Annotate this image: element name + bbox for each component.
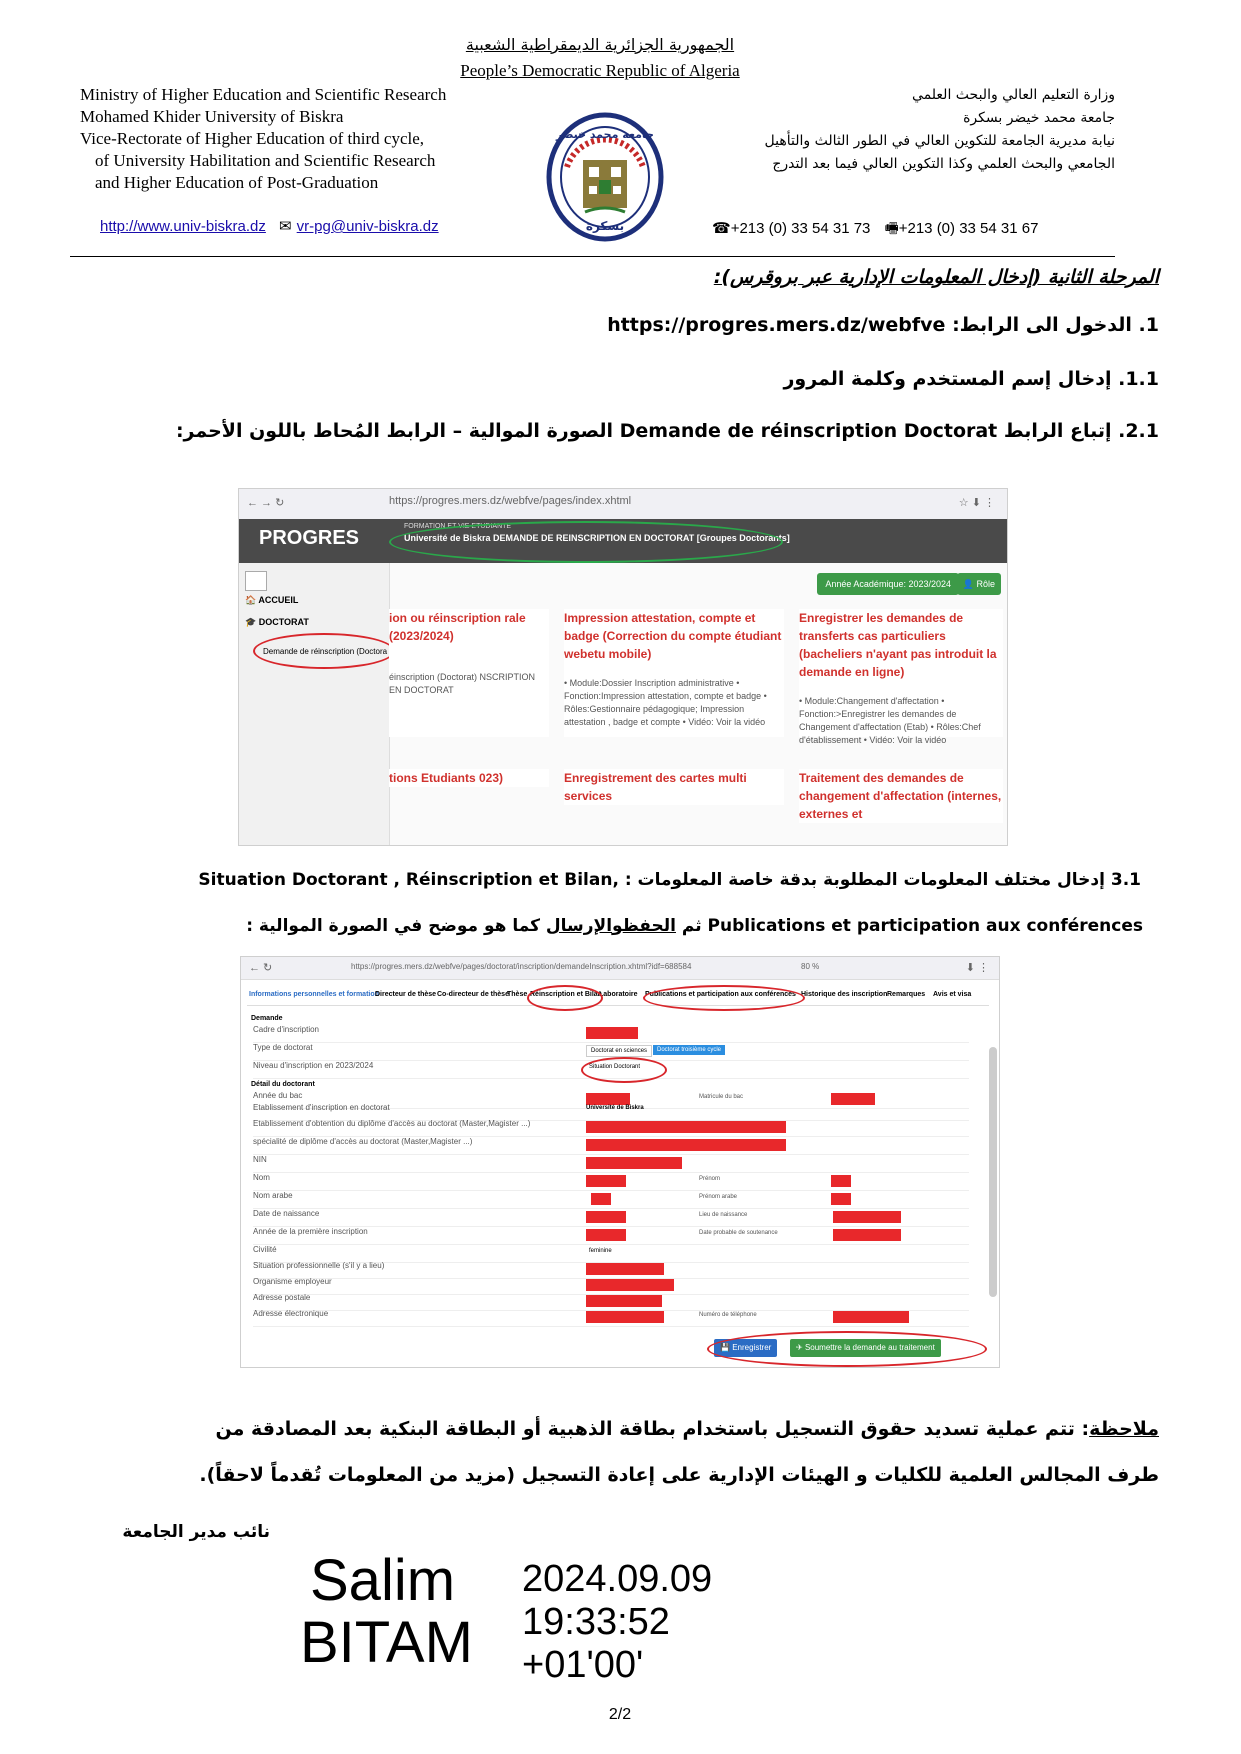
step-1-1: 1.1. إدخال إسم المستخدم وكلمة المرور bbox=[783, 368, 1159, 390]
card-1-title: ion ou réinscription rale (2023/2024) bbox=[389, 611, 526, 643]
signature-last: BITAM bbox=[300, 1610, 473, 1675]
zoom-level: 80 % bbox=[801, 962, 820, 971]
phone-number: +213 (0) 33 54 31 73 bbox=[730, 220, 871, 237]
browser-actions-icon: ☆ ⬇ ⋮ bbox=[958, 497, 995, 509]
redacted-value bbox=[833, 1229, 901, 1241]
signature-date: 2024.09.09 bbox=[522, 1558, 713, 1600]
signature-name bbox=[300, 1548, 473, 1675]
page-number: 2/2 bbox=[608, 1706, 632, 1723]
signature-tz: +01'00' bbox=[522, 1644, 644, 1686]
tab-codirecteur[interactable]: Co-directeur de thèse bbox=[437, 991, 509, 998]
header-divider bbox=[70, 256, 1115, 257]
matricule-label: Matricule du bac bbox=[699, 1094, 744, 1100]
green-highlight bbox=[389, 521, 783, 563]
section-title: المرحلة الثانية (إدخال المعلومات الإدارية عبر بروقرس): bbox=[713, 266, 1159, 288]
row-cadre: Cadre d'inscription bbox=[253, 1025, 969, 1043]
note-line-1 bbox=[99, 1406, 1159, 1452]
header-left-line-5: and Higher Education of Post-Graduation bbox=[95, 173, 379, 192]
header-right bbox=[670, 84, 1115, 176]
menu-toggle[interactable] bbox=[245, 571, 267, 591]
form-scrollbar[interactable] bbox=[989, 1047, 997, 1297]
header-contact bbox=[712, 218, 1038, 243]
row-nom: Nom bbox=[253, 1173, 969, 1191]
red-highlight-tab-publications bbox=[643, 985, 805, 1011]
card-4-title: tions Etudiants 023) bbox=[389, 771, 504, 785]
header-right-line-2: جامعة محمد خيضر بسكرة bbox=[963, 110, 1115, 126]
header-left-line-3: Vice-Rectorate of Higher Education of third cycle, bbox=[80, 129, 425, 148]
row-date-naissance: Date de naissance bbox=[253, 1209, 969, 1227]
progres-brand: PROGRES bbox=[259, 527, 360, 549]
card-changement[interactable] bbox=[799, 769, 1003, 823]
card-3-body: • Module:Changement d'affectation • Fonction:>Enregistrer les demandes de Changement d'affectation (Etab) • Rôles:Chef d'établissement • Vidéo: Voir la vidéo bbox=[799, 696, 981, 745]
row-adresse-electronique: Adresse électronique bbox=[253, 1309, 969, 1327]
card-1-body: éinscription (Doctorat) NSCRIPTION EN DOCTORAT bbox=[389, 672, 536, 695]
menu-demande-reinscription[interactable]: Demande de réinscription (Doctora bbox=[263, 647, 388, 656]
redacted-value bbox=[586, 1263, 664, 1275]
etab-value: Université de Biskra bbox=[586, 1105, 644, 1111]
browser-toolbar-2 bbox=[241, 957, 999, 980]
header-left-line-4: of University Habilitation and Scientific Research bbox=[95, 151, 436, 170]
redacted-value bbox=[586, 1175, 626, 1187]
row-premiere-inscription: Année de la première inscription bbox=[253, 1227, 969, 1245]
menu-doctorat[interactable]: 🎓 DOCTORAT bbox=[245, 617, 309, 627]
row-specialite: spécialité de diplôme d'accès au doctorat (Master,Magister ...) bbox=[253, 1137, 969, 1155]
note-label: ملاحظة bbox=[1089, 1418, 1159, 1440]
tab-remarques[interactable]: Remarques bbox=[887, 991, 926, 998]
card-2-body: • Module:Dossier Inscription administrative • Fonction:Impression attestation, compte et badge • Rôles:Gestionnaire pédagogique; Impression attestation , badge et compte • Vidéo: Voir la vidéo bbox=[564, 678, 767, 727]
section-detail: Détail du doctorant bbox=[251, 1081, 315, 1088]
website-link[interactable]: http://www.univ-biskra.dz bbox=[100, 218, 266, 235]
card-5-title: Enregistrement des cartes multi services bbox=[564, 771, 747, 803]
screenshot-inscription-form bbox=[240, 956, 1000, 1368]
nav-arrows-icon-2: ← ↻ bbox=[249, 962, 273, 974]
card-3-title: Enregistrer les demandes de transferts cas particuliers (bacheliers n'ayant pas introduit la demande en ligne) bbox=[799, 611, 997, 679]
tab-avis[interactable]: Avis et visa bbox=[933, 991, 972, 998]
card-inscriptions[interactable] bbox=[389, 769, 549, 787]
menu-accueil[interactable]: 🏠 ACCUEIL bbox=[245, 595, 299, 605]
tab-historique[interactable]: Historique des inscription bbox=[801, 991, 888, 998]
redacted-value bbox=[586, 1121, 786, 1133]
redacted-value bbox=[586, 1027, 638, 1039]
note-line-1-text: : تتم عملية تسديد حقوق التسجيل باستخدام بطاقة الذهبية أو البطاقة البنكية بعد المصادقة من bbox=[215, 1418, 1090, 1440]
progres-sidebar bbox=[239, 563, 390, 845]
phone-icon: ☎ bbox=[712, 220, 731, 237]
step-3-1 bbox=[101, 870, 1141, 890]
redacted-value bbox=[586, 1295, 662, 1307]
step-3-1-send: الإرسال bbox=[545, 916, 613, 936]
header-left-line-1: Ministry of Higher Education and Scientific Research bbox=[80, 85, 447, 104]
redacted-value bbox=[586, 1211, 626, 1223]
header-right-line-4: الجامعي والبحث العلمي وكذا التكوين العالي فيما بعد التدرج bbox=[772, 156, 1115, 172]
red-highlight-niveau bbox=[581, 1057, 667, 1083]
email-link[interactable]: vr-pg@univ-biskra.dz bbox=[296, 218, 439, 235]
row-etab-diplome: Etablissement d'obtention du diplôme d'accès au doctorat (Master,Magister ...) bbox=[253, 1119, 969, 1137]
civilite-select[interactable]: feminine bbox=[589, 1248, 612, 1254]
signature-time: 19:33:52 bbox=[522, 1601, 670, 1643]
progres-top-title: Université de Biskra DEMANDE DE REINSCRIPTION EN DOCTORAT [Groupes Doctorants] bbox=[404, 533, 790, 543]
section-demande: Demande bbox=[251, 1015, 283, 1022]
browser-actions-icon-2: ⬇ ⋮ bbox=[965, 962, 989, 974]
redacted-value bbox=[831, 1193, 851, 1205]
red-highlight-buttons bbox=[707, 1331, 987, 1367]
row-niveau: Niveau d'inscription en 2023/2024 bbox=[253, 1061, 969, 1079]
header-right-line-1: وزارة التعليم العالي والبحث العلمي bbox=[912, 87, 1115, 103]
date-soutenance-label: Date probable de soutenance bbox=[699, 1230, 778, 1236]
signature-timestamp bbox=[522, 1558, 712, 1687]
card-6-title: Traitement des demandes de changement d'affectation (internes, externes et bbox=[799, 771, 1002, 821]
tab-reinscription[interactable]: Réinscription et Bilan bbox=[530, 991, 602, 998]
lieu-naissance-label: Lieu de naissance bbox=[699, 1212, 748, 1218]
row-etab: Etablissement d'inscription en doctorat bbox=[253, 1103, 969, 1121]
submit-request-button[interactable]: ✈ Soumettre la demande au traitement bbox=[790, 1339, 941, 1357]
telephone-label: Numéro de téléphone bbox=[699, 1312, 757, 1318]
email-icon: ✉ bbox=[279, 218, 292, 235]
header-right-line-3: نيابة مديرية الجامعة للتكوين العالي في الطور الثالث والتأهيل bbox=[764, 133, 1115, 149]
republic-en: People’s Democratic Republic of Algeria bbox=[460, 61, 740, 80]
screenshot-progres-home bbox=[238, 488, 1008, 846]
header-links bbox=[100, 216, 439, 235]
tab-directeur[interactable]: Directeur de thèse bbox=[375, 991, 437, 998]
redacted-value bbox=[586, 1139, 786, 1151]
step-2-1-post: الصورة الموالية – الرابط المُحاط باللون الأحمر: bbox=[175, 420, 613, 442]
browser-url[interactable]: https://progres.mers.dz/webfve/pages/index.xhtml bbox=[389, 495, 632, 507]
row-situation-pro: Situation professionnelle (s'il y a lieu) bbox=[253, 1261, 969, 1279]
progres-top-small: FORMATION ET VIE ETUDIANTE bbox=[404, 523, 512, 530]
nav-arrows-icon: ← → ↻ bbox=[247, 497, 285, 509]
row-civilite: Civilité bbox=[253, 1245, 969, 1263]
signature-first: Salim bbox=[310, 1548, 456, 1613]
academic-year-button[interactable]: Année Académique: 2023/2024 bbox=[817, 573, 959, 595]
step-1-url: https://progres.mers.dz/webfve bbox=[607, 314, 946, 336]
step-3-1-line-2 bbox=[103, 916, 1143, 936]
header-left bbox=[80, 84, 550, 194]
role-button[interactable]: 👤 Rôle bbox=[957, 573, 1001, 595]
republic-ar: الجمهورية الجزائرية الديمقراطية الشعبية bbox=[465, 35, 735, 54]
redacted-value bbox=[586, 1157, 682, 1169]
university-logo bbox=[545, 112, 665, 242]
browser-url-2[interactable]: https://progres.mers.dz/webfve/pages/doctorat/inscription/demandeInscription.xhtml?idf=688584 bbox=[351, 962, 692, 971]
prenom-arabe-label: Prénom arabe bbox=[699, 1194, 738, 1200]
option-doctorat-sciences[interactable]: Doctorat en sciences bbox=[586, 1045, 652, 1057]
step-2-1-pre: 2.1. إتباع الرابط bbox=[1003, 420, 1159, 442]
red-highlight-menu bbox=[253, 633, 395, 669]
tab-informations[interactable]: Informations personnelles et formation bbox=[249, 991, 379, 998]
browser-toolbar bbox=[239, 489, 1007, 520]
step-3-1-fr: Situation Doctorant , Réinscription et Bilan, bbox=[198, 870, 619, 890]
step-3-1-save: الحفظ bbox=[622, 916, 676, 936]
card-cartes[interactable] bbox=[564, 769, 784, 805]
card-impression[interactable] bbox=[564, 609, 784, 737]
redacted-value bbox=[833, 1211, 901, 1223]
row-nin: NIN bbox=[253, 1155, 969, 1173]
step-3-1-ar: 3.1 إدخال مختلف المعلومات المطلوبة بدقة خاصة المعلومات : bbox=[624, 870, 1141, 890]
red-highlight-tab-reinscription bbox=[527, 985, 603, 1011]
form-tabs bbox=[247, 987, 989, 1006]
note-line-2: طرف المجالس العلمية للكليات و الهيئات الإدارية على إعادة التسجيل (مزيد من المعلومات تُقدماً لاحقاً). bbox=[199, 1464, 1159, 1486]
redacted-value bbox=[831, 1175, 851, 1187]
redacted-value bbox=[586, 1229, 626, 1241]
row-adresse-postale: Adresse postale bbox=[253, 1293, 969, 1311]
row-type-doctorat: Type de doctorat bbox=[253, 1043, 969, 1061]
redacted-value bbox=[591, 1193, 611, 1205]
niveau-select[interactable]: Situation Doctorant bbox=[589, 1064, 641, 1070]
redacted-value bbox=[586, 1311, 664, 1323]
logo-bottom-text: بسكرة bbox=[585, 219, 625, 233]
row-nom-arabe: Nom arabe bbox=[253, 1191, 969, 1209]
step-3-1-line2-fr: Publications et participation aux conférences bbox=[707, 916, 1143, 936]
step-3-1-line2-rest: كما هو موضح في الصورة الموالية : bbox=[246, 916, 540, 936]
card-reinscription[interactable] bbox=[389, 609, 549, 737]
prenom-label: Prénom bbox=[699, 1176, 721, 1182]
save-button[interactable]: 💾 Enregistrer bbox=[714, 1339, 777, 1357]
step-3-1-and: و bbox=[612, 916, 623, 936]
redacted-value bbox=[833, 1311, 909, 1323]
redacted-value bbox=[586, 1279, 674, 1291]
logo-top-text: جامعة محمد خيضر bbox=[556, 128, 654, 141]
row-annee-bac: Année du bac bbox=[253, 1091, 969, 1109]
step-2-1-link: Demande de réinscription Doctorat bbox=[619, 420, 998, 442]
fax-number: +213 (0) 33 54 31 67 bbox=[898, 220, 1039, 237]
step-1-label: 1. الدخول الى الرابط: bbox=[952, 314, 1159, 336]
option-doctorat-3e-cycle[interactable]: Doctorat troisième cycle bbox=[653, 1045, 725, 1055]
step-1 bbox=[159, 314, 1159, 336]
fax-icon: 🖷 bbox=[884, 220, 899, 237]
note bbox=[99, 1406, 1159, 1498]
card-2-title: Impression attestation, compte et badge (Correction du compte étudiant webetu mobile) bbox=[564, 611, 782, 661]
tab-these[interactable]: Thèse bbox=[507, 991, 528, 998]
step-2-1 bbox=[129, 420, 1159, 442]
step-3-1-line2-then: ثم bbox=[681, 916, 702, 936]
card-transferts[interactable] bbox=[799, 609, 1003, 745]
tab-publications[interactable]: Publications et participation aux conférences bbox=[645, 991, 796, 998]
signatory-role: نائب مدير الجامعة bbox=[122, 1522, 270, 1542]
tab-laboratoire[interactable]: Laboratoire bbox=[599, 991, 638, 998]
row-organisme: Organisme employeur bbox=[253, 1277, 969, 1295]
header-left-line-2: Mohamed Khider University of Biskra bbox=[80, 107, 344, 126]
